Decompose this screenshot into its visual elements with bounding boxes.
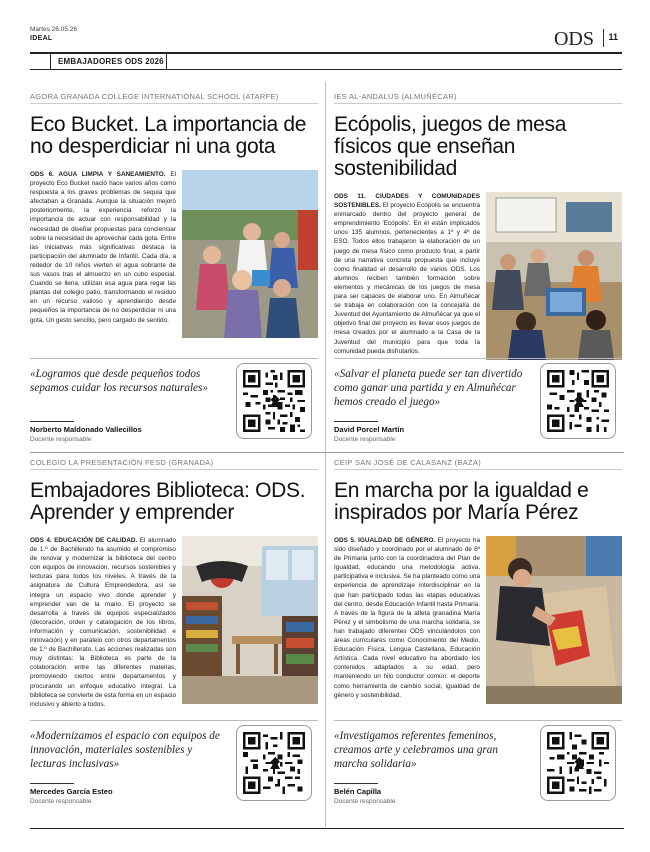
ods-kicker: ODS 6. AGUA LIMPIA Y SANEAMIENTO.	[30, 171, 166, 178]
quote-section	[30, 358, 318, 446]
author-name: Norberto Maldonado Vallecillos	[30, 425, 142, 434]
author-role: Docente responsable	[334, 798, 396, 805]
author-name: Mercedes García Esteo	[30, 787, 113, 796]
section-title: EMBAJADORES ODS 2026	[58, 57, 164, 66]
section-bar	[30, 52, 622, 70]
author-name: Belén Capilla	[334, 787, 382, 796]
qr-code-icon	[547, 370, 609, 432]
bottom-rule	[30, 828, 624, 829]
article-body	[30, 536, 176, 709]
article-photo	[182, 536, 318, 704]
body-text: El proyecto Ecópolis se encuentra enmarcado dentro del proyecto general de emprendimiento 'Ecópolis'. En él están implicados unos 135 alumnos, pertenecientes a 1º y 4º de ESO. Todos ellos trabajaron la elaboración de un juego de mesa físico como producto final, a partir de una narrativa concreta propuesta que incluye como finalidad el desarrollo de varios ODS. Los alumnos reciben también formación sobre elementos y mecánicas de los juegos de mesa para ser capaces de elaborar uno. En Almuñécar se trabaja en colaboración con la concejalía de Juventud del Ayuntamiento de Almuñécar ya que el objetivo final del proyecto es llevar esos juegos de mesa creados por el alumnado a la Casa de la Juventud del municipio para que toda la comunidad pueda disfrutarlos.	[334, 202, 480, 355]
article-eco-bucket	[30, 92, 318, 443]
qr-code-icon	[243, 370, 305, 432]
pull-quote: «Salvar el planeta puede ser tan divertido como ganar una partida y en Almuñécar hemos creado el juego»	[334, 368, 523, 408]
pull-quote: «Investigamos referentes femeninos, creamos arte y celebramos una gran marcha solidaria»	[334, 730, 498, 770]
qr-code[interactable]	[236, 725, 312, 801]
quote-section	[30, 720, 318, 808]
section-tick-left	[50, 54, 51, 70]
qr-code[interactable]	[540, 363, 616, 439]
qr-code[interactable]	[540, 725, 616, 801]
ods-kicker: ODS 5. IGUALDAD DE GÉNERO.	[334, 537, 436, 544]
body-text: El proyecto Eco Bucket nació hace varios años como respuesta a los graves problemas de sequía que afectaban a Granada. Aunque la situación mejoró posteriormente, la experiencia reforzó la importancia de actuar con responsabilidad y la necesidad de diseñar propuestas para concienciar sobre la necesidad de aprovechar cada gota. Entre las iniciativas más significativas destaca la participación del alumnado de Infantil. Cada día, a rededor de 10 niños vierten el agua sobrante de sus vasos tras el almuerzo en un cubo especial. Cuando se llena, utilizan esa agua para regar las plantas del colegio patio, transformando el residuo en un recurso valioso y aprendiendo desde pequeños la importancia de no desperdiciar ni una gota. Un gesto sencillo, pero cargado de sentido.	[30, 171, 176, 324]
headline: Eco Bucket. La importancia de no desperdiciar ni una gota	[30, 113, 307, 158]
quote-section	[334, 358, 622, 446]
school-name: CEIP SAN JOSÉ DE CALASANZ (BAZA)	[334, 458, 622, 470]
article-photo	[182, 170, 318, 338]
page-number: 11	[608, 32, 618, 42]
article-photo	[486, 192, 622, 360]
body-text: El alumnado de 1.º de Bachillerato ha asumido el compromiso de renovar y modernizar la biblioteca del centro con equipos de innovación, recursos sostenibles y lecturas para todos los niveles. A través de la asignatura de Cultura Emprendedora, así se integra un espacio vivo donde aprender y emprender van de la mano. El proyecto se desarrolla a través de equipos especializados (decoración, orden y catalogación de los libros, información y comunicación, sostenibilidad e innovación) y en paralelo con otros departamentos de 1.º de Bachillerato. Las acciones realizadas son muy distintas: la Biblioteca es parte de la colaboración entre las diferentes materias, promoviendo ciertos entre departamentos y procurando un enfoque educativo integral. La biblioteca se convierte de esta forma en un espacio inclusivo y abierto a todos.	[30, 537, 177, 708]
quote-rule	[30, 421, 74, 422]
pull-quote: «Logramos que desde pequeños todos sepamos cuidar los recursos naturales»	[30, 368, 208, 394]
quote-section	[334, 720, 622, 808]
qr-code-icon	[547, 732, 609, 794]
quote-rule	[334, 783, 378, 784]
section-tick-right	[166, 54, 167, 70]
headline: Embajadores Biblioteca: ODS. Aprender y emprender	[30, 479, 306, 524]
quote-rule	[334, 421, 378, 422]
ods-kicker: ODS 4. EDUCACIÓN DE CALIDAD.	[30, 537, 138, 544]
school-name: COLEGIO LA PRESENTACIÓN FESD (GRANADA)	[30, 458, 318, 470]
row-divider	[30, 452, 624, 453]
article-photo	[486, 536, 622, 704]
article-ecopolis	[334, 92, 622, 443]
quote-rule	[30, 783, 74, 784]
school-name: AGORA GRANADA COLLEGE INTERNATIONAL SCHOOL (ATARFE)	[30, 92, 318, 104]
column-divider	[325, 82, 326, 827]
author-name: David Porcel Martín	[334, 425, 405, 434]
body-text: El proyecto ha sido diseñado y coordinado por el alumnado de 6º de Primaria junto con la coordinadora del Plan de Igualdad, educando una metodología activa, participativa e inclusiva. Se ha planteado como una experiencia de aprendizaje interdisciplinar en la que han participado todas las etapas educativas del centro, desde Educación Infantil hasta Primaria. A través de la figura de la atleta granadina María Pérez y el simbolismo de una marcha solidaria, se han trabajado diferentes ODS vinculándolos con áreas curriculares como Conocimiento del Medio, Educación Física, Lengua Castellana, Educación Artística. Cada nivel educativo ha abordado los contenidos adaptados a su edad, pero manteniendo un hilo conductor común: el deporte como herramienta de cambio social, igualdad de género y sostenibilidad.	[334, 537, 481, 699]
author-role: Docente responsable	[334, 436, 396, 443]
headline: En marcha por la igualdad e inspirados por María Pérez	[334, 479, 589, 524]
article-body	[334, 536, 480, 700]
newspaper-name: IDEAL	[30, 35, 53, 42]
headline: Ecópolis, juegos de mesa físicos que enseñan sostenibilidad	[334, 113, 567, 180]
article-embajadores-biblioteca	[30, 458, 318, 805]
article-igualdad	[334, 458, 622, 805]
masthead	[30, 26, 622, 48]
qr-code[interactable]	[236, 363, 312, 439]
masthead-divider	[603, 29, 604, 47]
publication-date: Martes 26.05.26	[30, 26, 77, 33]
article-body	[30, 170, 176, 325]
section-label: ODS	[553, 28, 594, 50]
article-body	[334, 192, 480, 356]
qr-code-icon	[243, 732, 305, 794]
author-role: Docente responsable	[30, 436, 92, 443]
author-role: Docente responsable	[30, 798, 92, 805]
pull-quote: «Modernizamos el espacio con equipos de innovación, materiales sostenibles y lecturas inclusivas»	[30, 730, 220, 770]
school-name: IES AL-ANDALUS (ALMUÑÉCAR)	[334, 92, 622, 104]
ods-kicker: ODS 11. CIUDADES Y COMUNIDADES SOSTENIBLES.	[334, 193, 480, 210]
